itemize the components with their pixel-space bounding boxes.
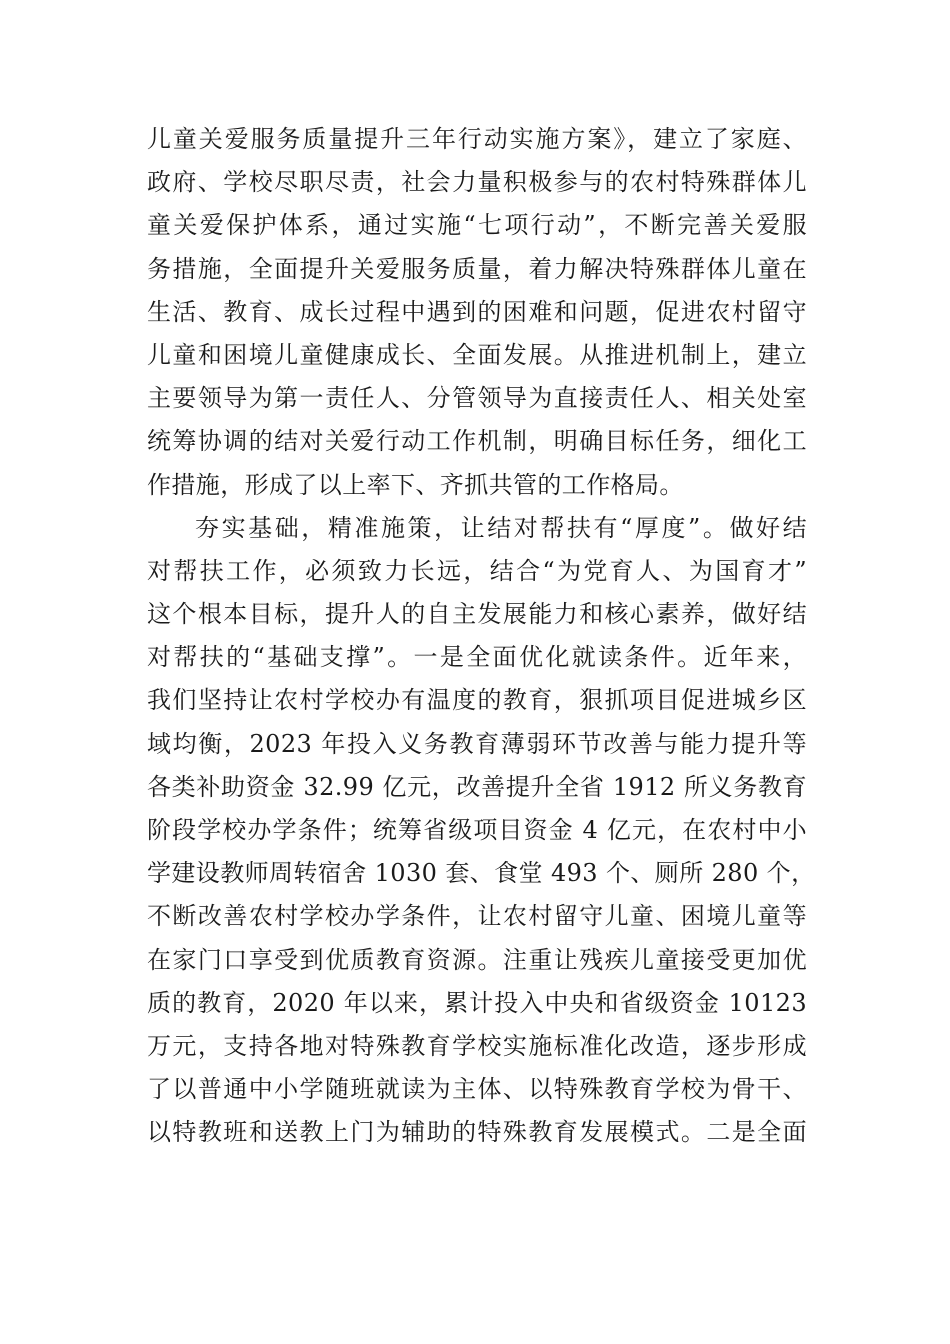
paragraph-line: 对帮扶的“基础支撑”。一是全面优化就读条件。近年来， xyxy=(147,643,807,672)
paragraph-line: 生活、教育、成长过程中遇到的困难和问题，促进农村留守 xyxy=(147,297,807,326)
paragraph-2 xyxy=(147,507,816,1155)
paragraph-line: 各类补助资金 32.99 亿元，改善提升全省 1912 所义务教育 xyxy=(147,772,807,801)
paragraph-line: 不断改善农村学校办学条件，让农村留守儿童、困境儿童等 xyxy=(147,902,807,931)
paragraph-line: 儿童和困境儿童健康成长、全面发展。从推进机制上，建立 xyxy=(147,340,807,369)
paragraph-line: 以特教班和送教上门为辅助的特殊教育发展模式。二是全面 xyxy=(147,1118,807,1147)
paragraph-line: 童关爱保护体系，通过实施“七项行动”，不断完善关爱服 xyxy=(147,211,807,240)
paragraph-line: 统筹协调的结对关爱行动工作机制，明确目标任务，细化工 xyxy=(147,427,807,456)
paragraph-line: 质的教育，2020 年以来，累计投入中央和省级资金 10123 xyxy=(147,988,807,1017)
paragraph-1 xyxy=(147,118,807,507)
paragraph-line: 万元，支持各地对特殊教育学校实施标准化改造，逐步形成 xyxy=(147,1031,807,1060)
paragraph-line: 域均衡，2023 年投入义务教育薄弱环节改善与能力提升等 xyxy=(147,729,807,758)
paragraph-line: 了以普通中小学随班就读为主体、以特殊教育学校为骨干、 xyxy=(147,1075,807,1104)
paragraph-line: 政府、学校尽职尽责，社会力量积极参与的农村特殊群体儿 xyxy=(147,168,807,197)
paragraph-line: 作措施，形成了以上率下、齐抓共管的工作格局。 xyxy=(147,470,684,499)
paragraph-line: 学建设教师周转宿舍 1030 套、食堂 493 个、厕所 280 个， xyxy=(147,859,816,888)
paragraph-line: 对帮扶工作，必须致力长远，结合“为党育人、为国育才” xyxy=(147,556,807,585)
paragraph-line: 儿童关爱服务质量提升三年行动实施方案》，建立了家庭、 xyxy=(147,125,807,153)
paragraph-line: 我们坚持让农村学校办有温度的教育，狠抓项目促进城乡区 xyxy=(147,686,807,715)
paragraph-line: 这个根本目标，提升人的自主发展能力和核心素养，做好结 xyxy=(147,600,807,629)
paragraph-line: 夯实基础，精准施策，让结对帮扶有“厚度”。做好结 xyxy=(195,513,807,542)
paragraph-line: 阶段学校办学条件；统筹省级项目资金 4 亿元，在农村中小 xyxy=(147,816,807,844)
body-text xyxy=(147,118,816,1155)
paragraph-line: 务措施，全面提升关爱服务质量，着力解决特殊群体儿童在 xyxy=(147,254,807,283)
paragraph-line: 在家门口享受到优质教育资源。注重让残疾儿童接受更加优 xyxy=(147,945,807,974)
paragraph-line: 主要领导为第一责任人、分管领导为直接责任人、相关处室 xyxy=(147,384,807,413)
